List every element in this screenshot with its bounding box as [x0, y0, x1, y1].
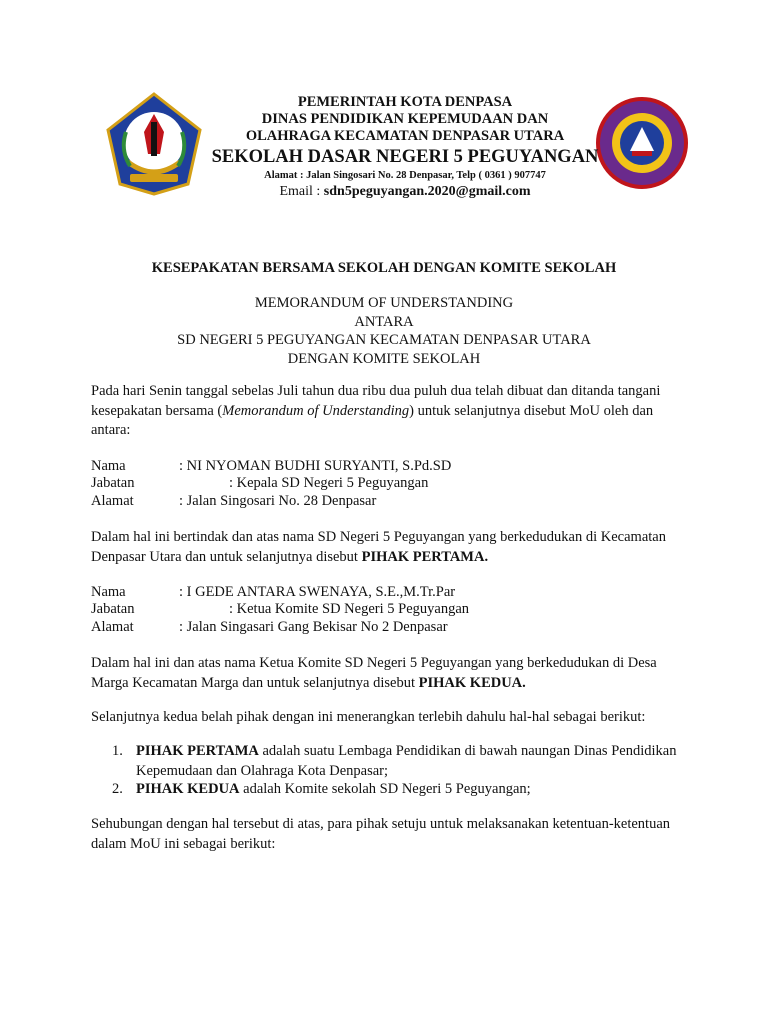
party1-position-row	[91, 474, 428, 493]
party1-address-value: : Jalan Singosari No. 28 Denpasar	[179, 493, 377, 509]
intro-paragraph	[91, 382, 691, 441]
party1-name-label: Nama	[91, 458, 126, 474]
school-email	[190, 183, 620, 201]
party2-position-value: : Ketua Komite SD Negeri 5 Peguyangan	[229, 601, 470, 617]
statement-paragraph: Selanjutnya kedua belah pihak dengan ini menerangkan terlebih dahulu hal-hal sebagai berikut:	[91, 709, 646, 725]
party1-address-label: Alamat	[91, 493, 134, 509]
list-number: 2.	[112, 781, 123, 797]
closing-paragraph: Sehubungan dengan hal tersebut di atas, para pihak setuju untuk melaksanakan ketentuan-ketentuan dalam MoU ini sebagai berikut:	[91, 816, 671, 852]
memo-line-2: ANTARA	[354, 313, 414, 330]
party2-name-value: : I GEDE ANTARA SWENAYA, S.E.,M.Tr.Par	[179, 584, 456, 600]
party2-desc-bold: PIHAK KEDUA.	[418, 674, 526, 691]
party1-desc-text: Dalam hal ini bertindak dan atas nama SD Negeri 5 Peguyangan yang berkedudukan di Kecamatan Denpasar Utara dan untuk selanjutnya disebut	[91, 529, 666, 565]
party1-name-value: : NI NYOMAN BUDHI SURYANTI, S.Pd.SD	[179, 458, 452, 474]
email-value: sdn5peguyangan.2020@gmail.com	[323, 184, 531, 199]
school-name: SEKOLAH DASAR NEGERI 5 PEGUYANGAN	[211, 147, 599, 167]
party2-address-label: Alamat	[91, 619, 134, 635]
denpasar-city-emblem	[104, 92, 204, 196]
party1-address-row	[91, 492, 376, 511]
intro-italic: Memorandum of Understanding	[222, 402, 410, 419]
memo-line-1: MEMORANDUM OF UNDERSTANDING	[254, 295, 514, 311]
list-item-text: adalah suatu Lembaga Pendidikan di bawah naungan Dinas Pendidikan Kepemudaan dan Olahraga Kota Denpasar;	[136, 743, 677, 779]
letterhead-line-3: OLAHRAGA KECAMATAN DENPASAR UTARA	[245, 128, 565, 144]
memo-line-4: DENGAN KOMITE SEKOLAH	[287, 350, 481, 367]
intro-text-2: ) untuk selanjutnya disebut MoU oleh dan antara:	[91, 402, 654, 438]
memo-line-3: SD NEGERI 5 PEGUYANGAN KECAMATAN DENPASAR UTARA	[177, 332, 591, 348]
list-item-bold: PIHAK PERTAMA	[136, 743, 259, 759]
list-item-text: adalah Komite sekolah SD Negeri 5 Peguyangan;	[239, 781, 531, 797]
party2-address-value: : Jalan Singasari Gang Bekisar No 2 Denpasar	[179, 619, 448, 635]
party1-position-label: Jabatan	[91, 475, 135, 491]
list-item-bold: PIHAK KEDUA	[136, 781, 240, 797]
party1-position-value: : Kepala SD Negeri 5 Peguyangan	[229, 475, 429, 491]
party1-description	[91, 528, 691, 567]
document-title: KESEPAKATAN BERSAMA SEKOLAH DENGAN KOMITE SEKOLAH	[151, 260, 617, 276]
list-item	[112, 742, 692, 781]
list-item	[112, 780, 692, 800]
party2-position-row	[91, 600, 469, 619]
party2-desc-text: Dalam hal ini dan atas nama Ketua Komite SD Negeri 5 Peguyangan yang berkedudukan di Desa Marga Kecamatan Marga dan untuk selanjutnya disebut	[91, 655, 657, 691]
letterhead-line-2: DINAS PENDIDIKAN KEPEMUDAAN DAN	[261, 111, 549, 127]
intro-text-1: Pada hari Senin tanggal sebelas Juli tahun dua ribu dua puluh dua telah dibuat dan ditanda tangani kesepakatan bersama (	[91, 383, 661, 419]
party1-desc-bold: PIHAK PERTAMA.	[361, 548, 489, 565]
party2-position-label: Jabatan	[91, 601, 135, 617]
party2-name-label: Nama	[91, 584, 126, 600]
list-number: 1.	[112, 743, 123, 759]
school-address: Alamat : Jalan Singosari No. 28 Denpasar, Telp ( 0361 ) 907747	[264, 170, 546, 181]
letterhead-line-1: PEMERINTAH KOTA DENPASA	[297, 94, 513, 110]
party2-description	[91, 654, 691, 693]
letterhead	[190, 94, 620, 201]
party2-address-row	[91, 618, 448, 637]
email-label: Email :	[279, 184, 324, 199]
memo-heading	[0, 294, 768, 368]
